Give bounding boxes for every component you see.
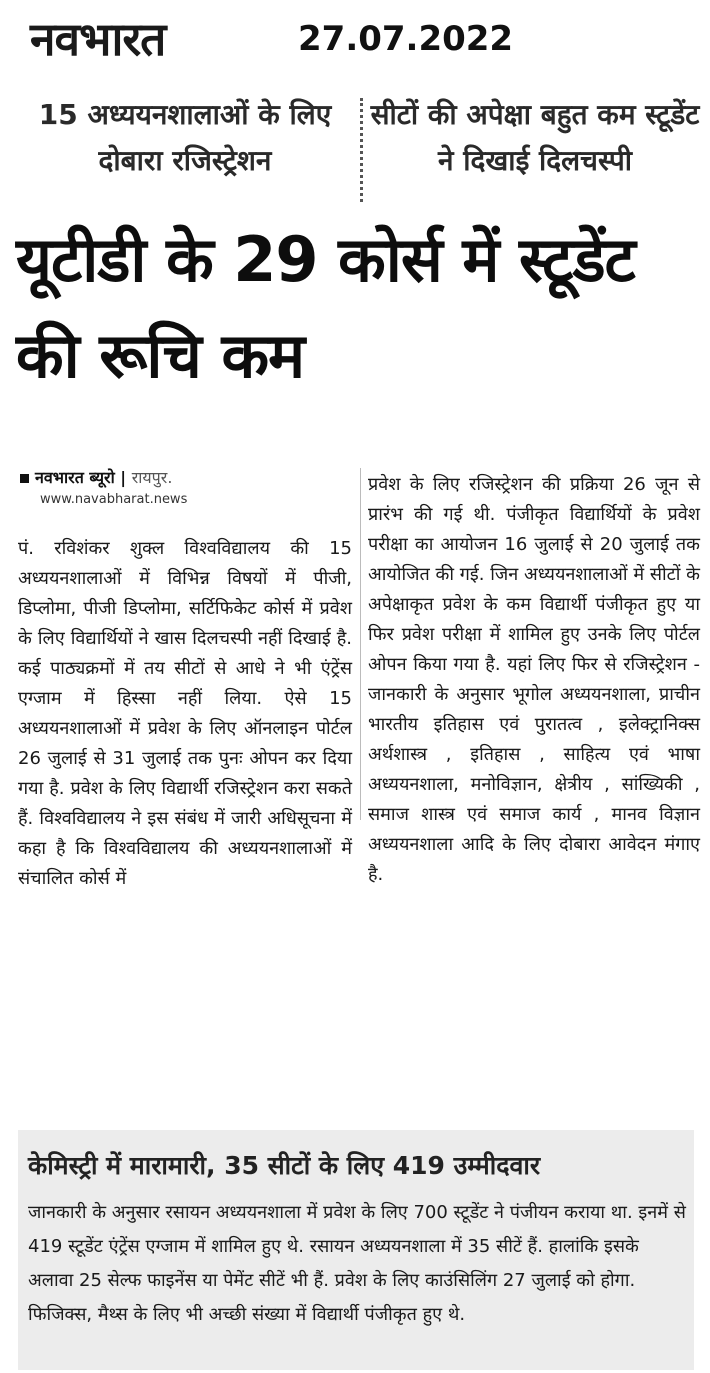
kicker-row xyxy=(20,92,700,210)
masthead xyxy=(30,10,690,70)
dateline-city: रायपुर. xyxy=(131,468,173,487)
byline-website: www.navabharat.news xyxy=(40,492,188,507)
article-left-column: पं. रविशंकर शुक्ल विश्वविद्यालय की 15 अध्ययनशालाओं में विभिन्न विषयों में पीजी, डिप्लोमा, पीजी डिप्लोमा, सर्टिफिकेट कोर्स में प्रवेश के लिए विद्यार्थियों ने खास दिलचस्पी नहीं दिखाई है. कई पाठ्यक्रमों में तय सीटों से आधे ने भी एंट्रेंस एग्जाम में हिस्सा नहीं लिया. ऐसे 15 अध्ययनशालाओं में प्रवेश के लिए ऑनलाइन पोर्टल 26 जुलाई से 31 जुलाई तक पुनः ओपन कर दिया गया है. प्रवेश के लिए विद्यार्थी रजिस्ट्रेशन करा सकते हैं. विश्वविद्यालय ने इस संबंध में जारी अधिसूचना में कहा है कि विश्वविद्यालय की अध्ययनशालाओं में संचालित कोर्स में xyxy=(18,538,352,889)
box-title: केमिस्ट्री में मारामारी, 35 सीटों के लिए 419 उम्मीदवार xyxy=(28,1151,541,1180)
article-right-column: प्रवेश के लिए रजिस्ट्रेशन की प्रक्रिया 26 जून से प्रारंभ की गई थी. पंजीकृत विद्यार्थियों के प्रवेश परीक्षा का आयोजन 16 जुलाई से 20 जुलाई तक आयोजित की गई. जिन अध्ययनशालाओं में सीटों के अपेक्षाकृत प्रवेश के कम विद्यार्थी पंजीकृत हुए या फिर प्रवेश परीक्षा में शामिल हुए उनके लिए पोर्टल ओपन किया गया है. यहां लिए फिर से रजिस्ट्रेशन - जानकारी के अनुसार भूगोल अध्ययनशाला, प्राचीन भारतीय इतिहास एवं पुरातत्व , इलेक्ट्रानिक्स अर्थशास्त्र , इतिहास , साहित्य एवं भाषा अध्ययनशाला, मनोविज्ञान, क्षेत्रीय , सांख्यिकी , समाज शास्त्र एवं समाज कार्य , मानव विज्ञान अध्ययनशाला आदि के लिए दोबारा आवेदन मंगाए है. xyxy=(368,474,700,885)
sidebar-box xyxy=(18,1130,694,1370)
kicker-divider xyxy=(360,98,363,202)
column-divider xyxy=(360,468,361,820)
bullet-square-icon xyxy=(20,474,29,483)
publication-date: 27.07.2022 xyxy=(298,19,514,59)
byline xyxy=(20,466,350,510)
headline: यूटीडी के 29 कोर्स में स्टूडेंट की रूचि कम xyxy=(16,223,635,392)
box-body: जानकारी के अनुसार रसायन अध्ययनशाला में प्रवेश के लिए 700 स्टूडेंट ने पंजीयन कराया था. इनमें से 419 स्टूडेंट एंट्रेंस एग्जाम में शामिल हुए थे. रसायन अध्ययनशाला में 35 सीटें हैं. हालांकि इसके अलावा 25 सेल्फ फाइनेंस या पेमेंट सीटें भी हैं. प्रवेश के लिए काउंसिलिंग 27 जुलाई को होगा. फिजिक्स, मैथ्स के लिए भी अच्छी संख्या में विद्यार्थी पंजीकृत हुए थे. xyxy=(28,1202,686,1325)
kicker-left: 15 अध्ययनशालाओं के लिए दोबारा रजिस्ट्रेशन xyxy=(38,98,332,177)
bureau-name: नवभारत ब्यूरो xyxy=(35,468,115,487)
byline-bureau: नवभारत ब्यूरो | रायपुर. xyxy=(20,466,350,490)
kicker-right: सीटों की अपेक्षा बहुत कम स्टूडेंट ने दिखाई दिलचस्पी xyxy=(370,98,700,177)
newspaper-logo: नवभारत xyxy=(30,12,166,66)
